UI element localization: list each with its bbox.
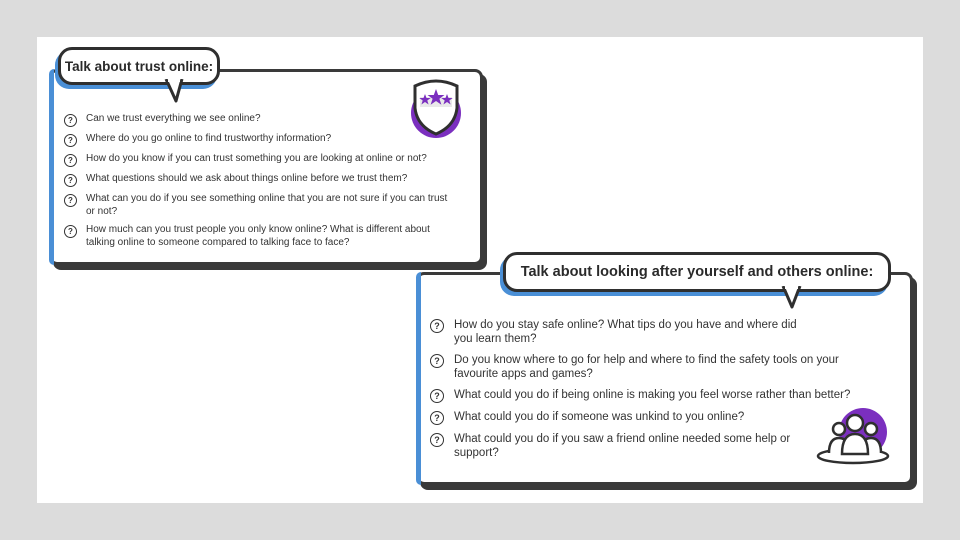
people-group-icon <box>815 407 891 467</box>
question-text: How much can you trust people you only know online? What is different about talking online to someone compared to talking face to face? <box>86 224 430 248</box>
list-item <box>64 113 466 127</box>
question-text: How do you know if you can trust something you are looking at online or not? <box>86 153 427 164</box>
list-item <box>64 153 466 167</box>
list-item <box>430 432 794 461</box>
question-text: What questions should we ask about things online before we trust them? <box>86 173 408 184</box>
question-text: What can you do if you see something online that you are not sure if you can trust or not? <box>86 193 448 217</box>
question-text: What could you do if someone was unkind to you online? <box>454 411 745 423</box>
care-heading-bubble <box>503 252 891 292</box>
question-icon: ? <box>430 411 444 425</box>
trust-heading-bubble <box>58 47 220 85</box>
question-text: How do you stay safe online? What tips do you have and where did you learn them? <box>454 319 797 346</box>
card-accent-edge <box>49 69 54 265</box>
list-item <box>430 388 899 403</box>
question-icon: ? <box>64 225 77 238</box>
question-text: Can we trust everything we see online? <box>86 113 261 124</box>
trust-heading: Talk about trust online: <box>64 58 214 74</box>
question-text: What could you do if you saw a friend online needed some help or support? <box>454 433 791 460</box>
question-icon: ? <box>64 134 77 147</box>
question-icon: ? <box>64 194 77 207</box>
question-text: What could you do if being online is making you feel worse rather than better? <box>454 389 851 401</box>
care-heading: Talk about looking after yourself and others online: <box>520 264 874 280</box>
list-item <box>430 318 814 347</box>
question-text: Where do you go online to find trustworthy information? <box>86 133 332 144</box>
question-icon: ? <box>430 389 444 403</box>
list-item <box>64 173 466 187</box>
question-icon: ? <box>430 354 444 368</box>
bubble-tail <box>780 286 804 310</box>
question-icon: ? <box>430 433 444 447</box>
list-item <box>64 133 466 147</box>
question-icon: ? <box>64 114 77 127</box>
shield-stars-icon <box>407 74 465 140</box>
list-item <box>64 224 461 249</box>
question-icon: ? <box>64 174 77 187</box>
list-item <box>64 193 456 218</box>
question-icon: ? <box>430 319 444 333</box>
card-accent-edge <box>416 272 421 485</box>
question-text: Do you know where to go for help and where to find the safety tools on your favourite apps and games? <box>454 354 839 381</box>
list-item <box>430 353 879 382</box>
question-icon: ? <box>64 154 77 167</box>
bubble-tail <box>164 79 186 103</box>
